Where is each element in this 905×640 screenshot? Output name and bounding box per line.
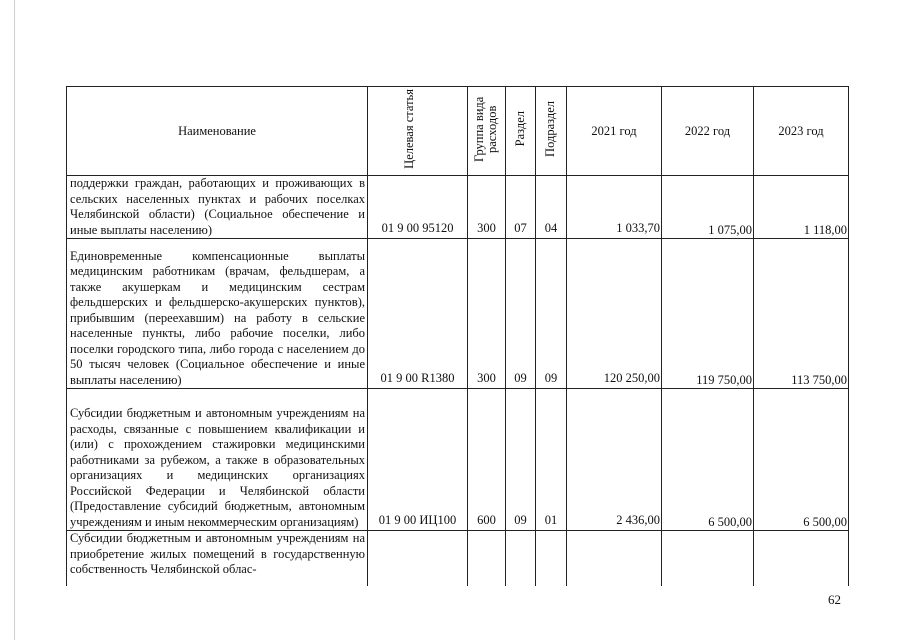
row-name-text: поддержки граждан, работающих и проживающих в сельских населенных пунктах и рабочих поселках Челябинской области) (Социальное обеспечение и иные выплаты населению) [70,176,365,237]
table-row [67,176,849,239]
row-expense-group: 300 [468,176,506,239]
page-number: 62 [828,592,841,607]
row-section: 07 [506,176,536,239]
row-value-2023: 1 118,00 [754,176,849,239]
row-target-article: 01 9 00 R1380 [368,239,468,389]
row-name [67,389,368,531]
header-2023: 2023 год [754,87,849,176]
row-subsection: 04 [536,176,567,239]
table-header-row [67,87,849,176]
header-section: Раздел [506,87,536,176]
row-value-2021: 1 033,70 [567,176,662,239]
row-value-2021 [567,531,662,586]
row-value-2023 [754,531,849,586]
header-name: Наименование [67,87,368,176]
budget-table [66,86,849,586]
header-2021: 2021 год [567,87,662,176]
row-expense-group: 600 [468,389,506,531]
row-target-article: 01 9 00 95120 [368,176,468,239]
row-value-2022: 119 750,00 [662,239,754,389]
row-target-article [368,531,468,586]
row-expense-group: 300 [468,239,506,389]
row-section: 09 [506,239,536,389]
header-subsection: Подраздел [536,87,567,176]
row-name-text: Субсидии бюджетным и автономным учреждениям на расходы, связанные с повышением квалификации и (или) с прохождением стажировки медицинскими работниками за рубежом, а также в образовательных организациях и медицинских организациях Российской Федерации и Челябинской области (Предоставление субсидий бюджетным, автономным учреждениям и иным некоммерческим организациям) [70,406,365,529]
row-name [67,239,368,389]
row-value-2022: 6 500,00 [662,389,754,531]
row-subsection: 09 [536,239,567,389]
table-row [67,239,849,389]
row-value-2021: 120 250,00 [567,239,662,389]
row-section: 09 [506,389,536,531]
row-name-text: Единовременные компенсационные выплаты медицинским работникам (врачам, фельдшерам, а также акушеркам и медицинским сестрам фельдшерских и фельдшерско-акушерских пунктов), прибывшим (переехавшим) на работу в сельские населенные пункты, либо рабочие поселки, либо поселки городского типа, либо города с населением до 50 тысяч человек (Социальное обеспечение и иные выплаты населению) [70,248,365,387]
page-margin-line [14,0,15,640]
table-row [67,389,849,531]
row-name [67,176,368,239]
row-section [506,531,536,586]
table-row [67,531,849,586]
row-name-text: Субсидии бюджетным и автономным учреждениям на приобретение жилых помещений в государственную собственность Челябинской облас- [70,531,365,576]
row-value-2022 [662,531,754,586]
row-value-2021: 2 436,00 [567,389,662,531]
header-expense-group: Группа вида расходов [468,87,506,176]
row-expense-group [468,531,506,586]
row-subsection [536,531,567,586]
row-subsection: 01 [536,389,567,531]
row-name [67,531,368,586]
row-value-2023: 113 750,00 [754,239,849,389]
header-2022: 2022 год [662,87,754,176]
row-value-2023: 6 500,00 [754,389,849,531]
header-target-article: Целевая статья [368,87,468,176]
row-target-article: 01 9 00 ИЦ100 [368,389,468,531]
row-value-2022: 1 075,00 [662,176,754,239]
